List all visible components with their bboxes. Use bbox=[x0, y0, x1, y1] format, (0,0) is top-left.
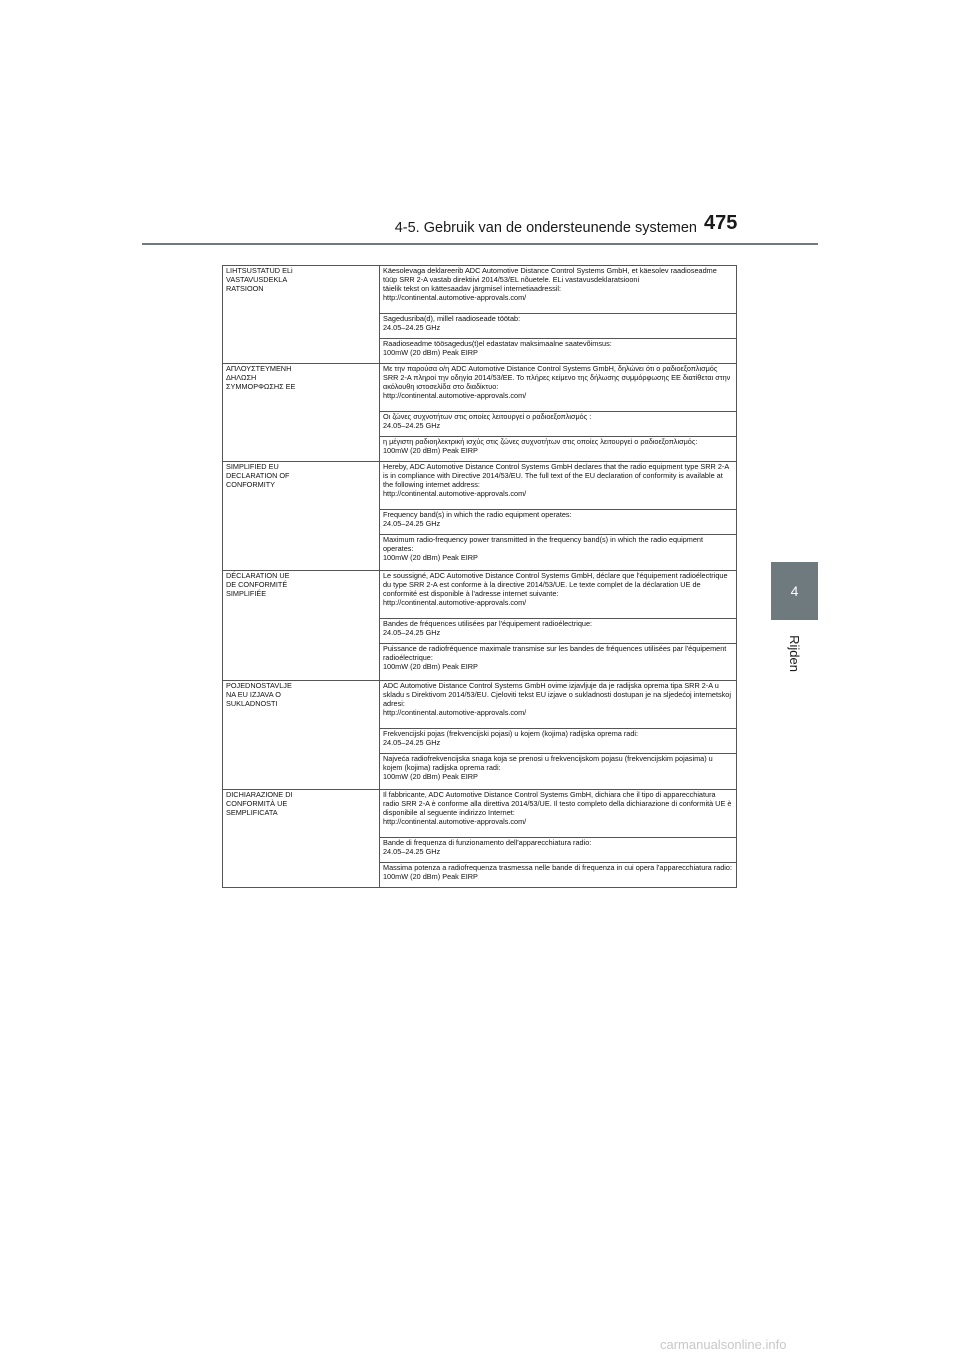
label-line: RATSIOON bbox=[226, 284, 264, 294]
label-line: DE CONFORMITÉ bbox=[226, 580, 288, 590]
table-row bbox=[223, 680, 737, 728]
text-line: Frekvencijski pojas (frekvencijski pojasi) u kojem (kojima) radijska oprema radi: bbox=[383, 728, 639, 738]
text-line: http://continental.automotive-approvals.com/ bbox=[383, 817, 527, 827]
text-line: Najveća radiofrekvencijska snaga koja se prenosi u frekvencijskom pojasu (frekvencijskim pojasima) u kojem (kojima) radijska oprema radi: bbox=[383, 753, 713, 772]
declaration-label-cell bbox=[223, 571, 380, 681]
label-line: SIMPLIFIED EU bbox=[226, 461, 279, 471]
label-line: ΔΗΛΩΣΗ bbox=[226, 372, 257, 382]
declaration-text-cell bbox=[380, 619, 737, 644]
page-header bbox=[0, 0, 960, 250]
text-line: 24.05–24.25 GHz bbox=[383, 421, 441, 431]
declaration-text-cell bbox=[380, 436, 737, 461]
text-line: Sagedusriba(d), millel raadioseade töötab: bbox=[383, 314, 521, 324]
table-row bbox=[223, 363, 737, 411]
text-line: Frequency band(s) in which the radio equipment operates: bbox=[383, 509, 572, 519]
table-row bbox=[223, 571, 737, 619]
text-line: 24.05–24.25 GHz bbox=[383, 628, 441, 638]
text-line: http://continental.automotive-approvals.com/ bbox=[383, 707, 527, 717]
text-line: 24.05–24.25 GHz bbox=[383, 847, 441, 857]
label-line: SIMPLIFIÉE bbox=[226, 589, 267, 599]
text-line: 24.05–24.25 GHz bbox=[383, 323, 441, 333]
section-title: 4-5. Gebruik van de ondersteunende systemen bbox=[394, 220, 697, 236]
text-line: 100mW (20 dBm) Peak EIRP bbox=[383, 872, 478, 882]
text-line: Οι ζώνες συχνοτήτων στις οποίες λειτουργεί ο ραδιοεξοπλισμός : bbox=[383, 412, 592, 422]
text-line: Puissance de radiofréquence maximale transmise sur les bandes de fréquences utilisées par l'équipement radioélectrique: bbox=[383, 644, 727, 663]
label-line: NA EU IZJAVA O bbox=[226, 689, 281, 699]
text-line: http://continental.automotive-approvals.com/ bbox=[383, 293, 527, 303]
text-line: Le soussigné, ADC Automotive Distance Control Systems GmbH, déclare que l'équipement radioélectrique du type SRR 2-A est conforme à la directive 2014/53/UE. Le texte complet de la déclaration UE de conformité est disponible à l'adresse internet suivante: bbox=[383, 571, 728, 599]
text-line: Massima potenza a radiofrequenza trasmessa nelle bande di frequenza in cui opera l'apparecchiatura radio: bbox=[383, 863, 733, 873]
label-line: DECLARATION OF bbox=[226, 470, 290, 480]
text-line: Il fabbricante, ADC Automotive Distance Control Systems GmbH, dichiara che il tipo di apparecchiatura radio SRR 2-A è conforme alla direttiva 2014/53/UE. Il testo completo della dichiarazione di conformità UE è disponibile al seguente indirizzo Internet: bbox=[383, 790, 732, 818]
text-line: 24.05–24.25 GHz bbox=[383, 737, 441, 747]
declaration-text-cell bbox=[380, 509, 737, 534]
declaration-label-cell bbox=[223, 680, 380, 790]
text-line: Raadioseadme töösagedus(t)el edastatav maksimaalne saatevõimsus: bbox=[383, 339, 612, 349]
text-line: Käesolevaga deklareerib ADC Automotive Distance Control Systems GmbH, et käesolev raadioseadme tüüp SRR 2-A vastab direktiivi 2014/53/EL nõuetele. ELi vastavusdeklaratsiooni bbox=[383, 266, 717, 285]
declaration-text-cell bbox=[380, 838, 737, 863]
declaration-text-cell bbox=[380, 314, 737, 339]
declaration-label-cell bbox=[223, 363, 380, 461]
table-row bbox=[223, 790, 737, 838]
text-line: 100mW (20 dBm) Peak EIRP bbox=[383, 552, 478, 562]
chapter-number: 4 bbox=[790, 583, 799, 599]
declaration-text-cell bbox=[380, 571, 737, 619]
label-line: CONFORMITY bbox=[226, 479, 276, 489]
chapter-tab bbox=[771, 562, 818, 620]
text-line: Hereby, ADC Automotive Distance Control Systems GmbH declares that the radio equipment type SRR 2-A is in compliance with Directive 2014/53/EU. The full text of the EU declaration of conformity is available at the following internet address: bbox=[383, 461, 729, 489]
declaration-text-cell bbox=[380, 412, 737, 437]
text-line: Bandes de fréquences utilisées par l'équipement radioélectrique: bbox=[383, 619, 593, 629]
text-line: http://continental.automotive-approvals.com/ bbox=[383, 488, 527, 498]
label-line: LIHTSUSTATUD ELi bbox=[226, 266, 293, 275]
declaration-text-cell bbox=[380, 534, 737, 571]
label-line: SUKLADNOSTI bbox=[226, 698, 278, 708]
declaration-text-cell bbox=[380, 728, 737, 753]
label-line: POJEDNOSTAVLJE bbox=[226, 680, 292, 690]
text-line: Maximum radio-frequency power transmitted in the frequency band(s) in which the radio equipment operates: bbox=[383, 534, 704, 553]
declaration-table bbox=[222, 265, 737, 888]
declaration-text-cell bbox=[380, 266, 737, 314]
text-line: η μέγιστη ραδιοηλεκτρική ισχύς στις ζώνες συχνοτήτων στις οποίες λειτουργεί ο ραδιοεξοπλισμός: bbox=[383, 436, 698, 446]
text-line: 100mW (20 dBm) Peak EIRP bbox=[383, 445, 478, 455]
chapter-label-wrap bbox=[779, 630, 809, 676]
declaration-text-cell bbox=[380, 363, 737, 411]
declaration-label-cell bbox=[223, 790, 380, 888]
declaration-label-cell bbox=[223, 461, 380, 571]
text-line: http://continental.automotive-approvals.com/ bbox=[383, 598, 527, 608]
label-line: SEMPLIFICATA bbox=[226, 808, 278, 818]
declaration-text-cell bbox=[380, 680, 737, 728]
text-line: Με την παρούσα ο/η ADC Automotive Distance Control Systems GmbH, δηλώνει ότι ο ραδιοεξοπλισμός SRR 2-A πληροί την οδηγία 2014/53/ΕΕ. Το πλήρες κείμενο της δήλωσης συμμόρφωσης ΕΕ διατίθεται στην ακόλουθη ιστοσελίδα στο διαδίκτυο: bbox=[383, 363, 731, 391]
label-line: ΑΠΛΟΥΣΤΕΥΜΕΝΗ bbox=[226, 363, 292, 373]
header-divider bbox=[142, 243, 818, 245]
declaration-text-cell bbox=[380, 461, 737, 509]
text-line: 24.05–24.25 GHz bbox=[383, 518, 441, 528]
watermark: carmanualsonline.info bbox=[660, 1337, 787, 1352]
declaration-text-cell bbox=[380, 863, 737, 888]
text-line: täielik tekst on kättesaadav järgmisel internetiaadressil: bbox=[383, 284, 562, 294]
table-row bbox=[223, 461, 737, 509]
label-line: VASTAVUSDEKLA bbox=[226, 275, 288, 285]
label-line: DICHIARAZIONE DI bbox=[226, 790, 293, 800]
declaration-text-cell bbox=[380, 790, 737, 838]
text-line: 100mW (20 dBm) Peak EIRP bbox=[383, 771, 478, 781]
text-line: ADC Automotive Distance Control Systems GmbH ovime izjavljuje da je radijska oprema tipa SRR 2-A u skladu s Direktivom 2014/53/EU. Cjeloviti tekst EU izjave o sukladnosti dostupan je na sljedećoj internetskoj adresi: bbox=[383, 680, 731, 708]
declaration-text-cell bbox=[380, 339, 737, 364]
text-line: 100mW (20 dBm) Peak EIRP bbox=[383, 662, 478, 672]
text-line: Bande di frequenza di funzionamento dell'apparecchiatura radio: bbox=[383, 838, 592, 848]
label-line: CONFORMITÀ UE bbox=[226, 799, 288, 809]
label-line: ΣΥΜΜΟΡΦΩΣΗΣ ΕΕ bbox=[226, 382, 296, 391]
chapter-label: Rijden bbox=[786, 634, 802, 672]
text-line: http://continental.automotive-approvals.com/ bbox=[383, 391, 527, 401]
page-number: 475 bbox=[704, 212, 738, 234]
text-line: 100mW (20 dBm) Peak EIRP bbox=[383, 348, 478, 358]
declaration-text-cell bbox=[380, 644, 737, 681]
declaration-text-cell bbox=[380, 753, 737, 790]
label-line: DÉCLARATION UE bbox=[226, 571, 290, 581]
declaration-label-cell bbox=[223, 266, 380, 364]
table-row bbox=[223, 266, 737, 314]
